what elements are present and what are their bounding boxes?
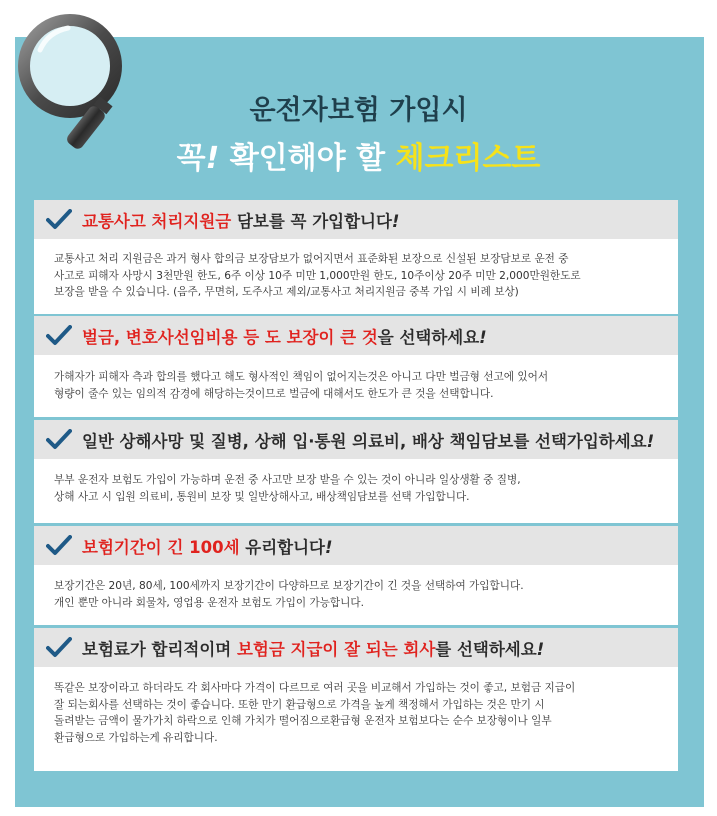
text-line: 교통사고 처리 지원금은 과거 형사 합의금 보장담보가 없어지면서 표준화된 보장으로 신설된 보장담보로 운전 중 [54, 253, 569, 265]
section-title-highlight: 보험금 지급이 잘 되는 회사 [236, 640, 436, 659]
section-body-2 [34, 355, 678, 417]
section-title-text: 일반 상해사망 및 질병, 상해 입·통원 의료비, 배상 책임담보를 선택가입하세요 [82, 432, 647, 451]
section-title-1 [82, 208, 399, 232]
title-line-2 [0, 133, 717, 177]
text-line: 개인 뿐만 아니라 회물차, 영업용 운전자 보험도 가입이 가능합니다. [54, 596, 364, 609]
section-text-2 [54, 369, 666, 402]
text-line: 가해자가 피해자 측과 합의를 했다고 해도 형사적인 책임이 없어지는것은 아니고 다만 벌금형 선고에 있어서 [54, 371, 549, 383]
section-text-1 [54, 251, 666, 301]
text-line: 보장기간은 20년, 80세, 100세까지 보장기간이 다양하므로 보장기간이 긴 것을 선택하여 가입합니다. [54, 580, 524, 592]
section-header-2 [34, 316, 678, 355]
text-line: 보장을 받을 수 있습니다. (음주, 무면허, 도주사고 제외/교통사고 처리지원금 중복 가입 시 비례 보상) [54, 286, 519, 298]
checkmark-icon [46, 535, 72, 557]
section-title-2 [82, 324, 487, 348]
section-header-4 [34, 526, 678, 565]
text-line: 상해 사고 시 입원 의료비, 통원비 보장 및 일반상해사고, 배상책임담보를 선택 가입합니다. [54, 490, 470, 503]
checkmark-icon [46, 209, 72, 231]
section-text-4 [54, 578, 666, 611]
section-header-5 [34, 628, 678, 667]
section-title-5 [82, 636, 544, 660]
section-header-3 [34, 420, 678, 459]
section-title-exclamation: ! [646, 432, 655, 451]
section-title-highlight: 벌금, 변호사선임비용 등 도 보장이 큰 것 [82, 328, 378, 347]
checkmark-icon [46, 637, 72, 659]
checkmark-icon [46, 325, 72, 347]
title-highlight: 체크리스트 [395, 141, 541, 176]
section-body-5 [34, 667, 678, 771]
section-title-exclamation: ! [479, 328, 487, 347]
title-emphasis: 꼭 [176, 141, 206, 176]
section-title-4 [82, 534, 333, 558]
title-exclamation: ! [205, 141, 220, 176]
text-line: 부부 운전자 보험도 가입이 가능하며 운전 중 사고만 보장 받을 수 있는 것이 아니라 일상생활 중 질병, [54, 474, 521, 486]
text-line: 잘 되는회사를 선택하는 것이 좋습니다. 또한 만기 환급형으로 가격을 높게 책정해서 가입하는 것은 만기 시 [54, 698, 545, 711]
section-header-1 [34, 200, 678, 239]
section-body-4 [34, 565, 678, 625]
section-title-highlight: 교통사고 처리지원금 [82, 212, 232, 231]
section-body-1 [34, 239, 678, 314]
text-line: 돌려받는 금액이 물가가치 하락으로 인해 가치가 떨어짐으로환급형 운전자 보험보다는 순수 보장형이나 일부 [54, 715, 552, 727]
section-title-text: 유리합니다 [245, 538, 325, 557]
section-body-3 [34, 459, 678, 523]
section-title-exclamation: ! [391, 212, 400, 231]
title-line-1: 운전자보험 가입시 [249, 95, 468, 126]
text-line: 형량이 줄수 있는 임의적 감경에 해당하는것이므로 벌금에 대해서도 한도가 큰 것을 선택합니다. [54, 387, 494, 400]
text-line: 환급형으로 가입하는게 유리합니다. [54, 731, 218, 744]
text-line: 똑같은 보장이라고 하더라도 각 회사마다 가격이 다르므로 여러 곳을 비교해서 가입하는 것이 좋고, 보험금 지급이 [54, 682, 576, 694]
section-title-text: 보험료가 합리적이며 [82, 640, 237, 659]
section-title-exclamation: ! [536, 640, 545, 659]
section-text-5 [54, 680, 666, 746]
section-title-exclamation: ! [324, 538, 333, 557]
section-title-text: 를 선택하세요 [435, 640, 537, 659]
section-title-highlight: 보험기간이 긴 100세 [82, 538, 240, 557]
section-title-text: 담보를 꼭 가입합니다 [236, 212, 392, 231]
text-line: 사고로 피해자 사망시 3천만원 한도, 6주 이상 10주 미만 1,000만원 한도, 10주이상 20주 미만 2,000만원한도로 [54, 269, 581, 282]
checkmark-icon [46, 429, 72, 451]
section-title-3 [82, 428, 654, 452]
section-text-3 [54, 472, 666, 505]
section-title-text: 을 선택하세요 [377, 328, 480, 347]
title-middle: 확인해야 할 [229, 141, 386, 176]
